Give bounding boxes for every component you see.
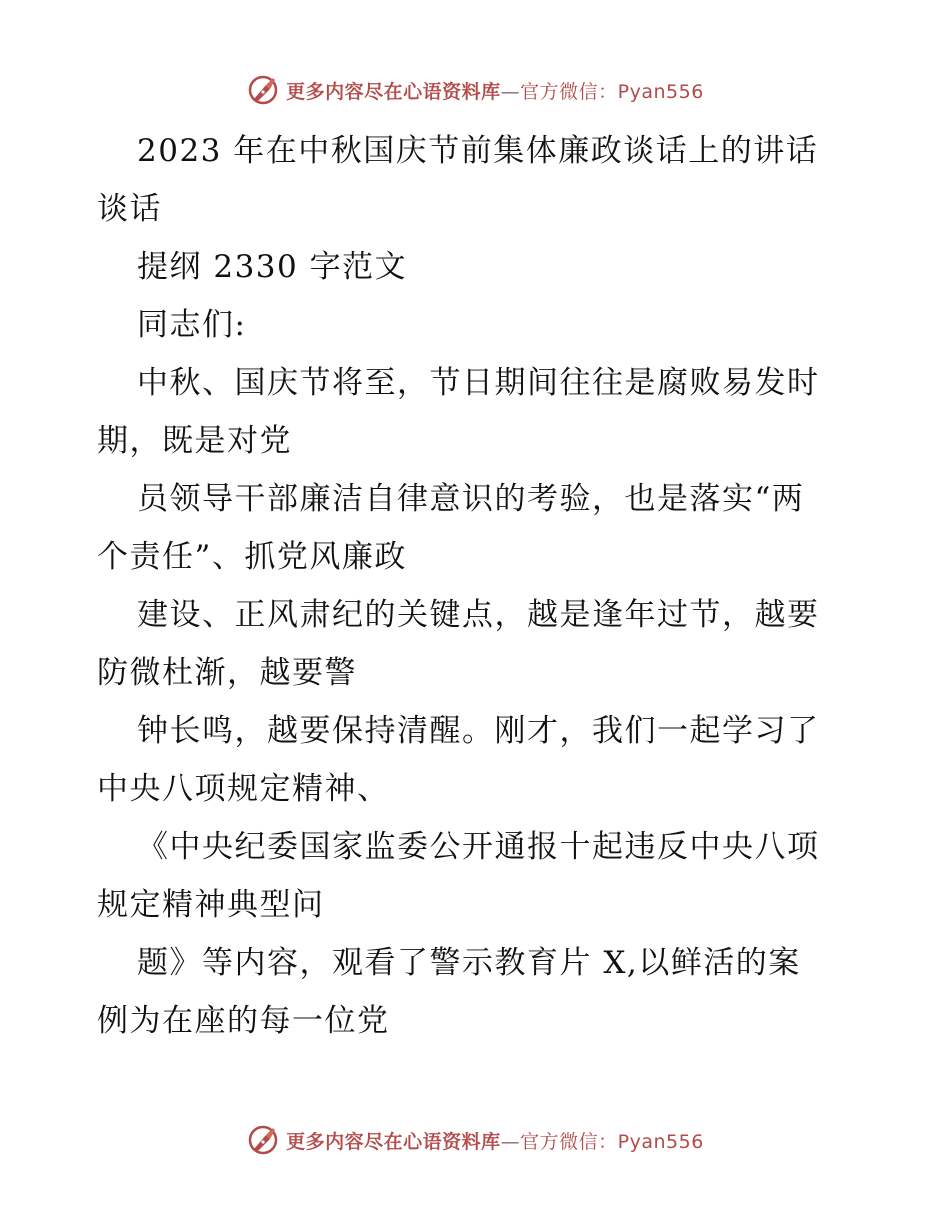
document-text-line: 规定精神典型问: [97, 887, 325, 923]
document-body: [97, 122, 857, 1050]
footer-brand: 更多内容尽在心语资料库: [286, 1130, 501, 1153]
document-title-line: 2023 年在中秋国庆节前集体廉政谈话上的讲话: [137, 133, 819, 169]
document-text-line: 例为在座的每一位党: [97, 1003, 390, 1039]
footer-watermark-text: [286, 1127, 704, 1154]
header-contact: 官方微信：Pyan556: [520, 80, 704, 103]
footer-separator: —: [500, 1130, 521, 1153]
pen-nib-logo-icon: [246, 73, 280, 107]
document-text-line: 谈话: [97, 191, 162, 227]
header-brand: 更多内容尽在心语资料库: [286, 80, 501, 103]
document-text-line: 期，既是对党: [97, 423, 292, 459]
document-text-line: 题》等内容，观看了警示教育片 X,以鲜活的案: [137, 945, 801, 981]
header-watermark: [0, 70, 950, 110]
header-watermark-text: [286, 77, 704, 104]
document-text-line: 提纲 2330 字范文: [137, 249, 408, 285]
footer-contact: 官方微信：Pyan556: [520, 1130, 704, 1153]
document-text-line: 中央八项规定精神、: [97, 771, 390, 807]
header-separator: —: [500, 80, 521, 103]
pen-nib-logo-icon: [246, 1123, 280, 1157]
document-text-line: 钟长鸣，越要保持清醒。刚才，我们一起学习了: [137, 713, 820, 749]
document-text-line: 防微杜渐，越要警: [97, 655, 357, 691]
document-text-line: 同志们:: [137, 307, 247, 343]
document-text-line: 建设、正风肃纪的关键点，越是逢年过节，越要: [137, 597, 820, 633]
document-text-line: 员领导干部廉洁自律意识的考验，也是落实“两: [137, 481, 805, 517]
document-text-line: 个责任”、抓党风廉政: [97, 539, 407, 575]
document-text-line: 《中央纪委国家监委公开通报十起违反中央八项: [137, 829, 820, 865]
document-text-line: 中秋、国庆节将至，节日期间往往是腐败易发时: [137, 365, 820, 401]
footer-watermark: [0, 1120, 950, 1160]
